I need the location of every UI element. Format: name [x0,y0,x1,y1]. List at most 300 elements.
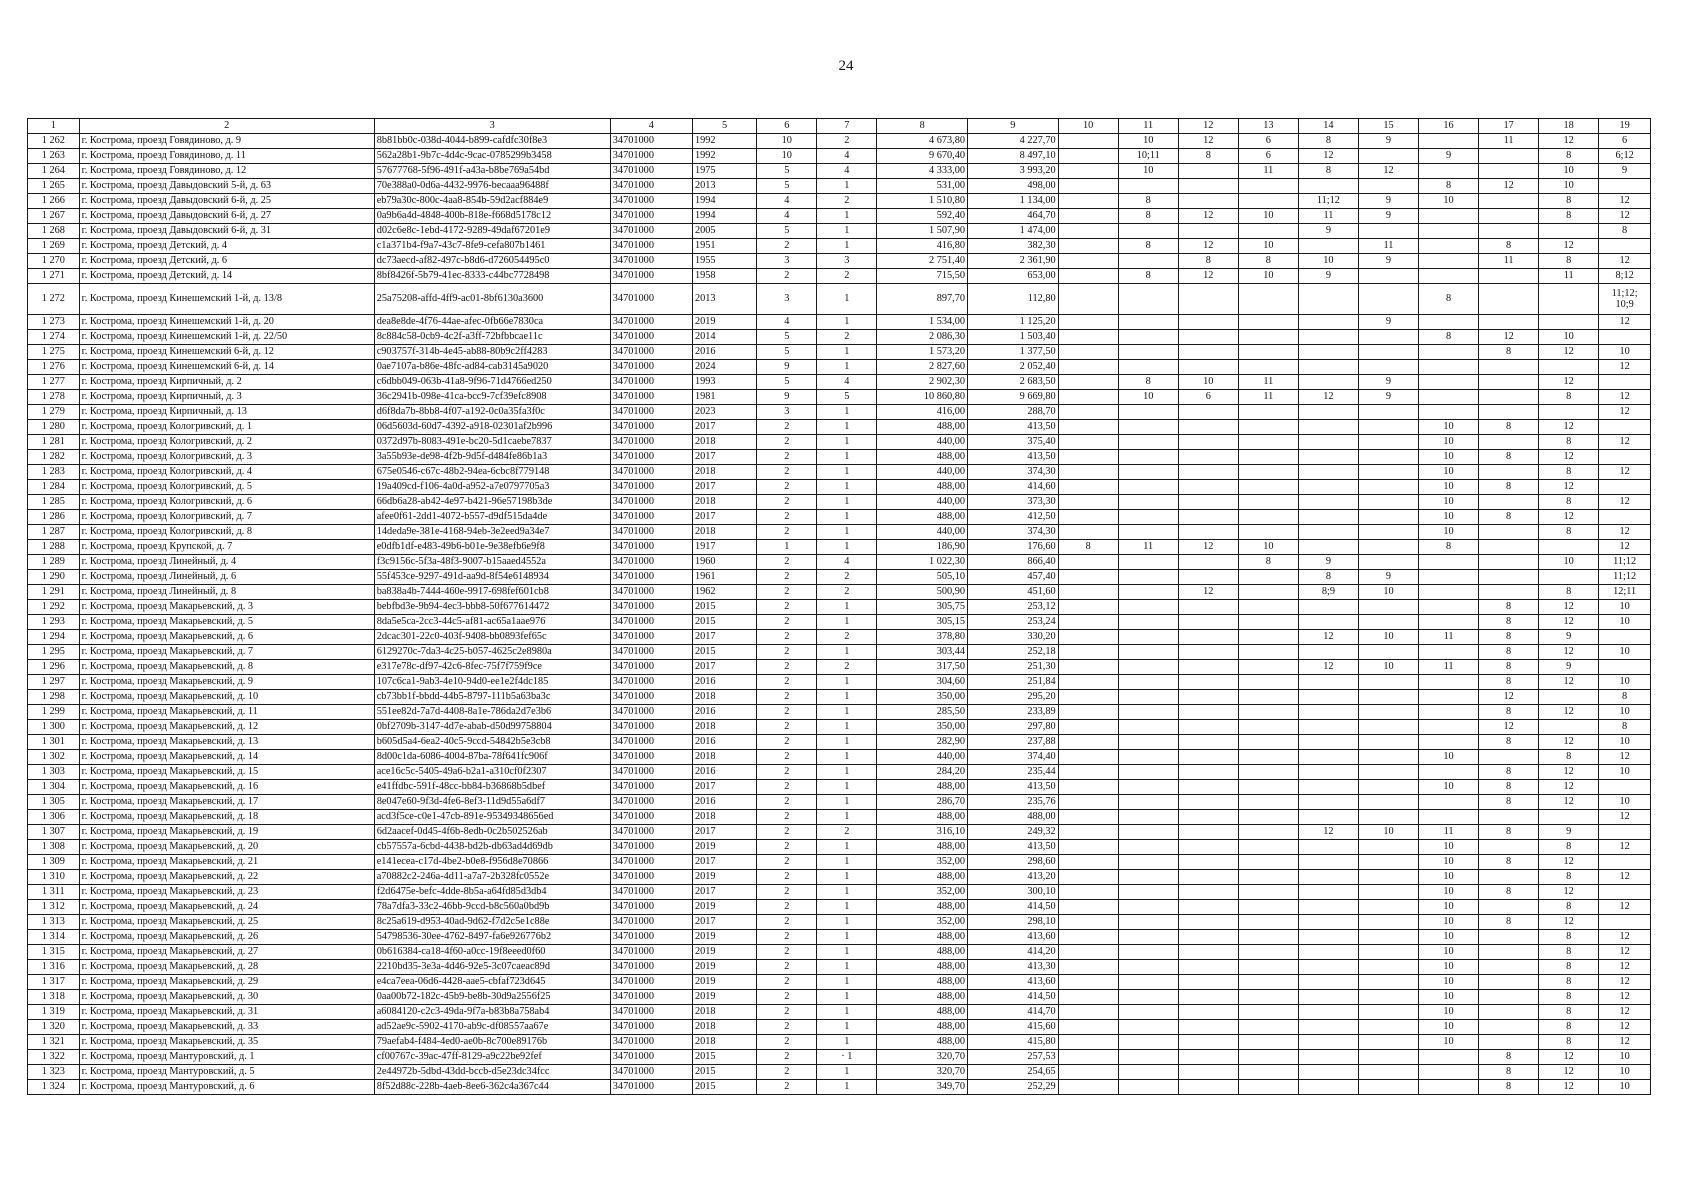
work-type-10-cell [1058,360,1118,375]
entrances-cell: 3 [817,254,877,269]
floors-cell: 2 [757,975,817,990]
table-row [28,585,1651,600]
work-type-19-cell: 12 [1599,405,1651,420]
work-type-10-cell [1058,390,1118,405]
work-type-17-cell [1479,269,1539,284]
fias-guid-cell: 8e047e60-9f3d-4fe6-8ef3-11d9d55a6df7 [374,795,610,810]
entrances-cell: 1 [817,990,877,1005]
entrances-cell: 1 [817,765,877,780]
build-year-cell: 2018 [692,495,756,510]
floors-cell: 3 [757,254,817,269]
oktmo-code-cell: 34701000 [610,284,692,315]
work-type-16-cell [1419,720,1479,735]
fias-guid-cell: 8d00c1da-6086-4004-87ba-78f641fc906f [374,750,610,765]
record-number-cell: 1 262 [28,134,80,149]
work-type-16-cell: 10 [1419,885,1479,900]
oktmo-code-cell: 34701000 [610,855,692,870]
work-type-10-cell [1058,269,1118,284]
work-type-15-cell [1358,765,1418,780]
work-type-19-cell: 11;12; 10;9 [1599,284,1651,315]
oktmo-code-cell: 34701000 [610,570,692,585]
work-type-16-cell [1419,585,1479,600]
total-area-cell: 715,50 [877,269,968,284]
total-area-cell: 352,00 [877,855,968,870]
entrances-cell: 1 [817,315,877,330]
record-number-cell: 1 296 [28,660,80,675]
work-type-13-cell: 8 [1238,254,1298,269]
table-row [28,555,1651,570]
work-type-14-cell [1298,870,1358,885]
work-type-13-cell [1238,915,1298,930]
work-type-11-cell [1118,465,1178,480]
work-type-16-cell: 10 [1419,450,1479,465]
work-type-11-cell [1118,750,1178,765]
entrances-cell: 1 [817,435,877,450]
work-type-11-cell: 8 [1118,209,1178,224]
floors-cell: 2 [757,420,817,435]
work-type-12-cell [1178,915,1238,930]
work-type-15-cell [1358,360,1418,375]
build-year-cell: 2013 [692,179,756,194]
work-type-13-cell: 6 [1238,134,1298,149]
oktmo-code-cell: 34701000 [610,795,692,810]
work-type-17-cell: 8 [1479,420,1539,435]
fias-guid-cell: a70882c2-246a-4d11-a7a7-2b328fc0552e [374,870,610,885]
record-number-cell: 1 291 [28,585,80,600]
work-type-19-cell: 8 [1599,224,1651,239]
living-area-cell: 257,53 [968,1050,1059,1065]
work-type-17-cell: 8 [1479,615,1539,630]
oktmo-code-cell: 34701000 [610,179,692,194]
entrances-cell: 4 [817,164,877,179]
total-area-cell: 350,00 [877,690,968,705]
work-type-19-cell: 12 [1599,975,1651,990]
oktmo-code-cell: 34701000 [610,194,692,209]
work-type-19-cell: 8 [1599,720,1651,735]
work-type-10-cell [1058,690,1118,705]
work-type-13-cell [1238,795,1298,810]
column-number-header: 12 [1178,119,1238,134]
address-cell: г. Кострома, проезд Давыдовский 6-й, д. 25 [79,194,374,209]
living-area-cell: 1 503,40 [968,330,1059,345]
work-type-11-cell [1118,765,1178,780]
total-area-cell: 1 507,90 [877,224,968,239]
fias-guid-cell: afee0f61-2dd1-4072-b557-d9df515da4de [374,510,610,525]
fias-guid-cell: 2e44972b-5dbd-43dd-bccb-d5e23dc34fcc [374,1065,610,1080]
floors-cell: 9 [757,390,817,405]
work-type-10-cell [1058,1020,1118,1035]
work-type-19-cell: 12 [1599,930,1651,945]
work-type-10-cell [1058,239,1118,254]
living-area-cell: 1 474,00 [968,224,1059,239]
work-type-15-cell [1358,1065,1418,1080]
living-area-cell: 373,30 [968,495,1059,510]
work-type-12-cell [1178,1080,1238,1095]
work-type-17-cell: 8 [1479,735,1539,750]
living-area-cell: 457,40 [968,570,1059,585]
work-type-17-cell: 8 [1479,1050,1539,1065]
work-type-13-cell [1238,780,1298,795]
oktmo-code-cell: 34701000 [610,675,692,690]
work-type-12-cell [1178,525,1238,540]
work-type-17-cell [1479,555,1539,570]
work-type-10-cell [1058,840,1118,855]
oktmo-code-cell: 34701000 [610,315,692,330]
floors-cell: 2 [757,1005,817,1020]
work-type-12-cell [1178,900,1238,915]
total-area-cell: 488,00 [877,960,968,975]
work-type-10-cell [1058,615,1118,630]
fias-guid-cell: c903757f-314b-4e45-ab88-80b9c2ff4283 [374,345,610,360]
work-type-15-cell [1358,1020,1418,1035]
fias-guid-cell: 8f52d88c-228b-4aeb-8ee6-362c4a367c44 [374,1080,610,1095]
fias-guid-cell: d6f8da7b-8bb8-4f07-a192-0c0a35fa3f0c [374,405,610,420]
work-type-14-cell: 8;9 [1298,585,1358,600]
work-type-12-cell [1178,450,1238,465]
work-type-15-cell [1358,960,1418,975]
table-row [28,269,1651,284]
work-type-18-cell: 10 [1539,164,1599,179]
work-type-18-cell: 9 [1539,660,1599,675]
oktmo-code-cell: 34701000 [610,870,692,885]
work-type-10-cell [1058,149,1118,164]
work-type-13-cell [1238,1050,1298,1065]
fias-guid-cell: d02c6e8c-1ebd-4172-9289-49daf67201e9 [374,224,610,239]
table-row [28,675,1651,690]
work-type-15-cell: 11 [1358,239,1418,254]
work-type-17-cell [1479,900,1539,915]
entrances-cell: 1 [817,1065,877,1080]
build-year-cell: 2018 [692,690,756,705]
work-type-14-cell [1298,990,1358,1005]
work-type-15-cell [1358,600,1418,615]
build-year-cell: 2018 [692,1035,756,1050]
work-type-13-cell: 11 [1238,390,1298,405]
entrances-cell: 1 [817,495,877,510]
record-number-cell: 1 299 [28,705,80,720]
fias-guid-cell: 25a75208-affd-4ff9-ac01-8bf6130a3600 [374,284,610,315]
work-type-12-cell [1178,1005,1238,1020]
address-cell: г. Кострома, проезд Макарьевский, д. 24 [79,900,374,915]
address-cell: г. Кострома, проезд Макарьевский, д. 9 [79,675,374,690]
floors-cell: 2 [757,750,817,765]
build-year-cell: 1961 [692,570,756,585]
build-year-cell: 2019 [692,840,756,855]
work-type-14-cell: 11 [1298,209,1358,224]
work-type-18-cell: 8 [1539,495,1599,510]
work-type-10-cell [1058,780,1118,795]
work-type-13-cell [1238,420,1298,435]
floors-cell: 1 [757,540,817,555]
work-type-14-cell [1298,179,1358,194]
oktmo-code-cell: 34701000 [610,630,692,645]
work-type-19-cell: 8;12 [1599,269,1651,284]
work-type-13-cell [1238,930,1298,945]
work-type-10-cell [1058,885,1118,900]
work-type-15-cell: 9 [1358,315,1418,330]
work-type-19-cell [1599,179,1651,194]
work-type-16-cell [1419,1065,1479,1080]
work-type-15-cell [1358,555,1418,570]
total-area-cell: 4 673,80 [877,134,968,149]
floors-cell: 2 [757,510,817,525]
living-area-cell: 375,40 [968,435,1059,450]
oktmo-code-cell: 34701000 [610,990,692,1005]
oktmo-code-cell: 34701000 [610,750,692,765]
work-type-10-cell [1058,990,1118,1005]
living-area-cell: 413,50 [968,450,1059,465]
work-type-12-cell [1178,480,1238,495]
work-type-16-cell [1419,765,1479,780]
fias-guid-cell: 54798536-30ee-4762-8497-fa6e926776b2 [374,930,610,945]
fias-guid-cell: 70e388a0-0d6a-4432-9976-becaaa96488f [374,179,610,194]
oktmo-code-cell: 34701000 [610,1020,692,1035]
work-type-11-cell [1118,675,1178,690]
living-area-cell: 300,10 [968,885,1059,900]
work-type-14-cell [1298,1035,1358,1050]
work-type-14-cell [1298,239,1358,254]
entrances-cell: 2 [817,269,877,284]
column-number-header: 8 [877,119,968,134]
entrances-cell: 1 [817,284,877,315]
total-area-cell: 352,00 [877,885,968,900]
work-type-11-cell [1118,420,1178,435]
build-year-cell: 1955 [692,254,756,269]
fias-guid-cell: bebfbd3e-9b94-4ec3-bbb8-50f677614472 [374,600,610,615]
floors-cell: 2 [757,825,817,840]
work-type-14-cell [1298,720,1358,735]
living-area-cell: 413,50 [968,840,1059,855]
table-row [28,720,1651,735]
work-type-10-cell: 8 [1058,540,1118,555]
work-type-18-cell: 9 [1539,630,1599,645]
fias-guid-cell: ace16c5c-5405-49a6-b2a1-a310cf0f2307 [374,765,610,780]
work-type-18-cell [1539,360,1599,375]
oktmo-code-cell: 34701000 [610,224,692,239]
work-type-14-cell [1298,1050,1358,1065]
entrances-cell: 1 [817,540,877,555]
living-area-cell: 295,20 [968,690,1059,705]
work-type-17-cell: 12 [1479,330,1539,345]
build-year-cell: 2017 [692,420,756,435]
work-type-10-cell [1058,405,1118,420]
work-type-13-cell: 10 [1238,269,1298,284]
oktmo-code-cell: 34701000 [610,615,692,630]
work-type-12-cell [1178,179,1238,194]
record-number-cell: 1 317 [28,975,80,990]
work-type-14-cell [1298,315,1358,330]
oktmo-code-cell: 34701000 [610,885,692,900]
build-year-cell: 2016 [692,705,756,720]
total-area-cell: 349,70 [877,1080,968,1095]
work-type-16-cell [1419,269,1479,284]
work-type-19-cell: 10 [1599,735,1651,750]
work-type-14-cell [1298,645,1358,660]
oktmo-code-cell: 34701000 [610,585,692,600]
work-type-13-cell: 10 [1238,239,1298,254]
entrances-cell: 1 [817,224,877,239]
work-type-16-cell: 10 [1419,1005,1479,1020]
work-type-19-cell: 12 [1599,315,1651,330]
work-type-17-cell: 8 [1479,765,1539,780]
record-number-cell: 1 313 [28,915,80,930]
entrances-cell: 1 [817,735,877,750]
work-type-15-cell [1358,990,1418,1005]
total-area-cell: 186,90 [877,540,968,555]
work-type-12-cell [1178,465,1238,480]
work-type-11-cell [1118,780,1178,795]
work-type-17-cell [1479,540,1539,555]
work-type-13-cell [1238,224,1298,239]
living-area-cell: 451,60 [968,585,1059,600]
work-type-14-cell [1298,1065,1358,1080]
address-cell: г. Кострома, проезд Макарьевский, д. 26 [79,930,374,945]
work-type-18-cell: 8 [1539,254,1599,269]
work-type-11-cell [1118,1020,1178,1035]
table-row [28,900,1651,915]
work-type-19-cell: 11;12 [1599,555,1651,570]
work-type-16-cell: 10 [1419,435,1479,450]
work-type-19-cell: 12 [1599,750,1651,765]
work-type-14-cell [1298,284,1358,315]
work-type-13-cell [1238,945,1298,960]
work-type-10-cell [1058,1050,1118,1065]
entrances-cell: 1 [817,600,877,615]
work-type-18-cell [1539,690,1599,705]
address-cell: г. Кострома, проезд Говядиново, д. 12 [79,164,374,179]
build-year-cell: 2015 [692,615,756,630]
fias-guid-cell: 107c6ca1-9ab3-4e10-94d0-ee1e2f4dc185 [374,675,610,690]
work-type-15-cell [1358,975,1418,990]
fias-guid-cell: cf00767c-39ac-47ff-8129-a9c22be92fef [374,1050,610,1065]
entrances-cell: 1 [817,750,877,765]
work-type-12-cell [1178,510,1238,525]
column-number-header: 7 [817,119,877,134]
build-year-cell: 2015 [692,600,756,615]
build-year-cell: 2015 [692,1065,756,1080]
work-type-10-cell [1058,209,1118,224]
work-type-15-cell [1358,284,1418,315]
work-type-13-cell [1238,645,1298,660]
total-area-cell: 320,70 [877,1050,968,1065]
work-type-17-cell: 8 [1479,1080,1539,1095]
build-year-cell: 2019 [692,960,756,975]
work-type-11-cell [1118,810,1178,825]
work-type-17-cell: 8 [1479,660,1539,675]
entrances-cell: 1 [817,945,877,960]
table-row [28,239,1651,254]
work-type-10-cell [1058,495,1118,510]
work-type-18-cell: 8 [1539,209,1599,224]
work-type-16-cell: 10 [1419,855,1479,870]
living-area-cell: 235,76 [968,795,1059,810]
build-year-cell: 2017 [692,660,756,675]
total-area-cell: 488,00 [877,990,968,1005]
work-type-12-cell [1178,345,1238,360]
living-area-cell: 413,30 [968,960,1059,975]
living-area-cell: 2 361,90 [968,254,1059,269]
record-number-cell: 1 294 [28,630,80,645]
column-number-header: 13 [1238,119,1298,134]
record-number-cell: 1 315 [28,945,80,960]
record-number-cell: 1 290 [28,570,80,585]
work-type-11-cell [1118,840,1178,855]
address-cell: г. Кострома, проезд Детский, д. 14 [79,269,374,284]
build-year-cell: 2024 [692,360,756,375]
work-type-15-cell [1358,645,1418,660]
address-cell: г. Кострома, проезд Мантуровский, д. 6 [79,1080,374,1095]
table-row [28,375,1651,390]
record-number-cell: 1 279 [28,405,80,420]
work-type-13-cell: 11 [1238,375,1298,390]
oktmo-code-cell: 34701000 [610,134,692,149]
work-type-17-cell [1479,585,1539,600]
record-number-cell: 1 263 [28,149,80,164]
work-type-16-cell: 10 [1419,1020,1479,1035]
living-area-cell: 653,00 [968,269,1059,284]
work-type-18-cell: 8 [1539,585,1599,600]
column-number-header: 19 [1599,119,1651,134]
record-number-cell: 1 303 [28,765,80,780]
table-row [28,345,1651,360]
work-type-17-cell: 8 [1479,915,1539,930]
work-type-14-cell [1298,510,1358,525]
oktmo-code-cell: 34701000 [610,825,692,840]
total-area-cell: 592,40 [877,209,968,224]
total-area-cell: 500,90 [877,585,968,600]
table-row [28,480,1651,495]
record-number-cell: 1 275 [28,345,80,360]
build-year-cell: 1962 [692,585,756,600]
table-row [28,990,1651,1005]
floors-cell: 2 [757,495,817,510]
work-type-11-cell: 10 [1118,164,1178,179]
work-type-19-cell: 12;11 [1599,585,1651,600]
build-year-cell: 2017 [692,885,756,900]
oktmo-code-cell: 34701000 [610,149,692,164]
work-type-19-cell: 10 [1599,675,1651,690]
build-year-cell: 2018 [692,465,756,480]
total-area-cell: 531,00 [877,179,968,194]
build-year-cell: 1981 [692,390,756,405]
total-area-cell: 1 534,00 [877,315,968,330]
work-type-19-cell: 12 [1599,390,1651,405]
work-type-13-cell [1238,735,1298,750]
work-type-11-cell [1118,495,1178,510]
work-type-17-cell: 12 [1479,690,1539,705]
address-cell: г. Кострома, проезд Макарьевский, д. 5 [79,615,374,630]
work-type-14-cell [1298,780,1358,795]
oktmo-code-cell: 34701000 [610,645,692,660]
work-type-12-cell: 12 [1178,540,1238,555]
work-type-13-cell [1238,765,1298,780]
work-type-14-cell [1298,960,1358,975]
oktmo-code-cell: 34701000 [610,600,692,615]
floors-cell: 2 [757,269,817,284]
table-row [28,690,1651,705]
work-type-14-cell: 9 [1298,555,1358,570]
work-type-12-cell: 12 [1178,585,1238,600]
work-type-14-cell: 12 [1298,630,1358,645]
work-type-12-cell [1178,164,1238,179]
work-type-14-cell: 12 [1298,825,1358,840]
work-type-13-cell [1238,465,1298,480]
work-type-10-cell [1058,450,1118,465]
work-type-17-cell: 8 [1479,1065,1539,1080]
work-type-19-cell [1599,825,1651,840]
table-row [28,450,1651,465]
build-year-cell: 2018 [692,435,756,450]
